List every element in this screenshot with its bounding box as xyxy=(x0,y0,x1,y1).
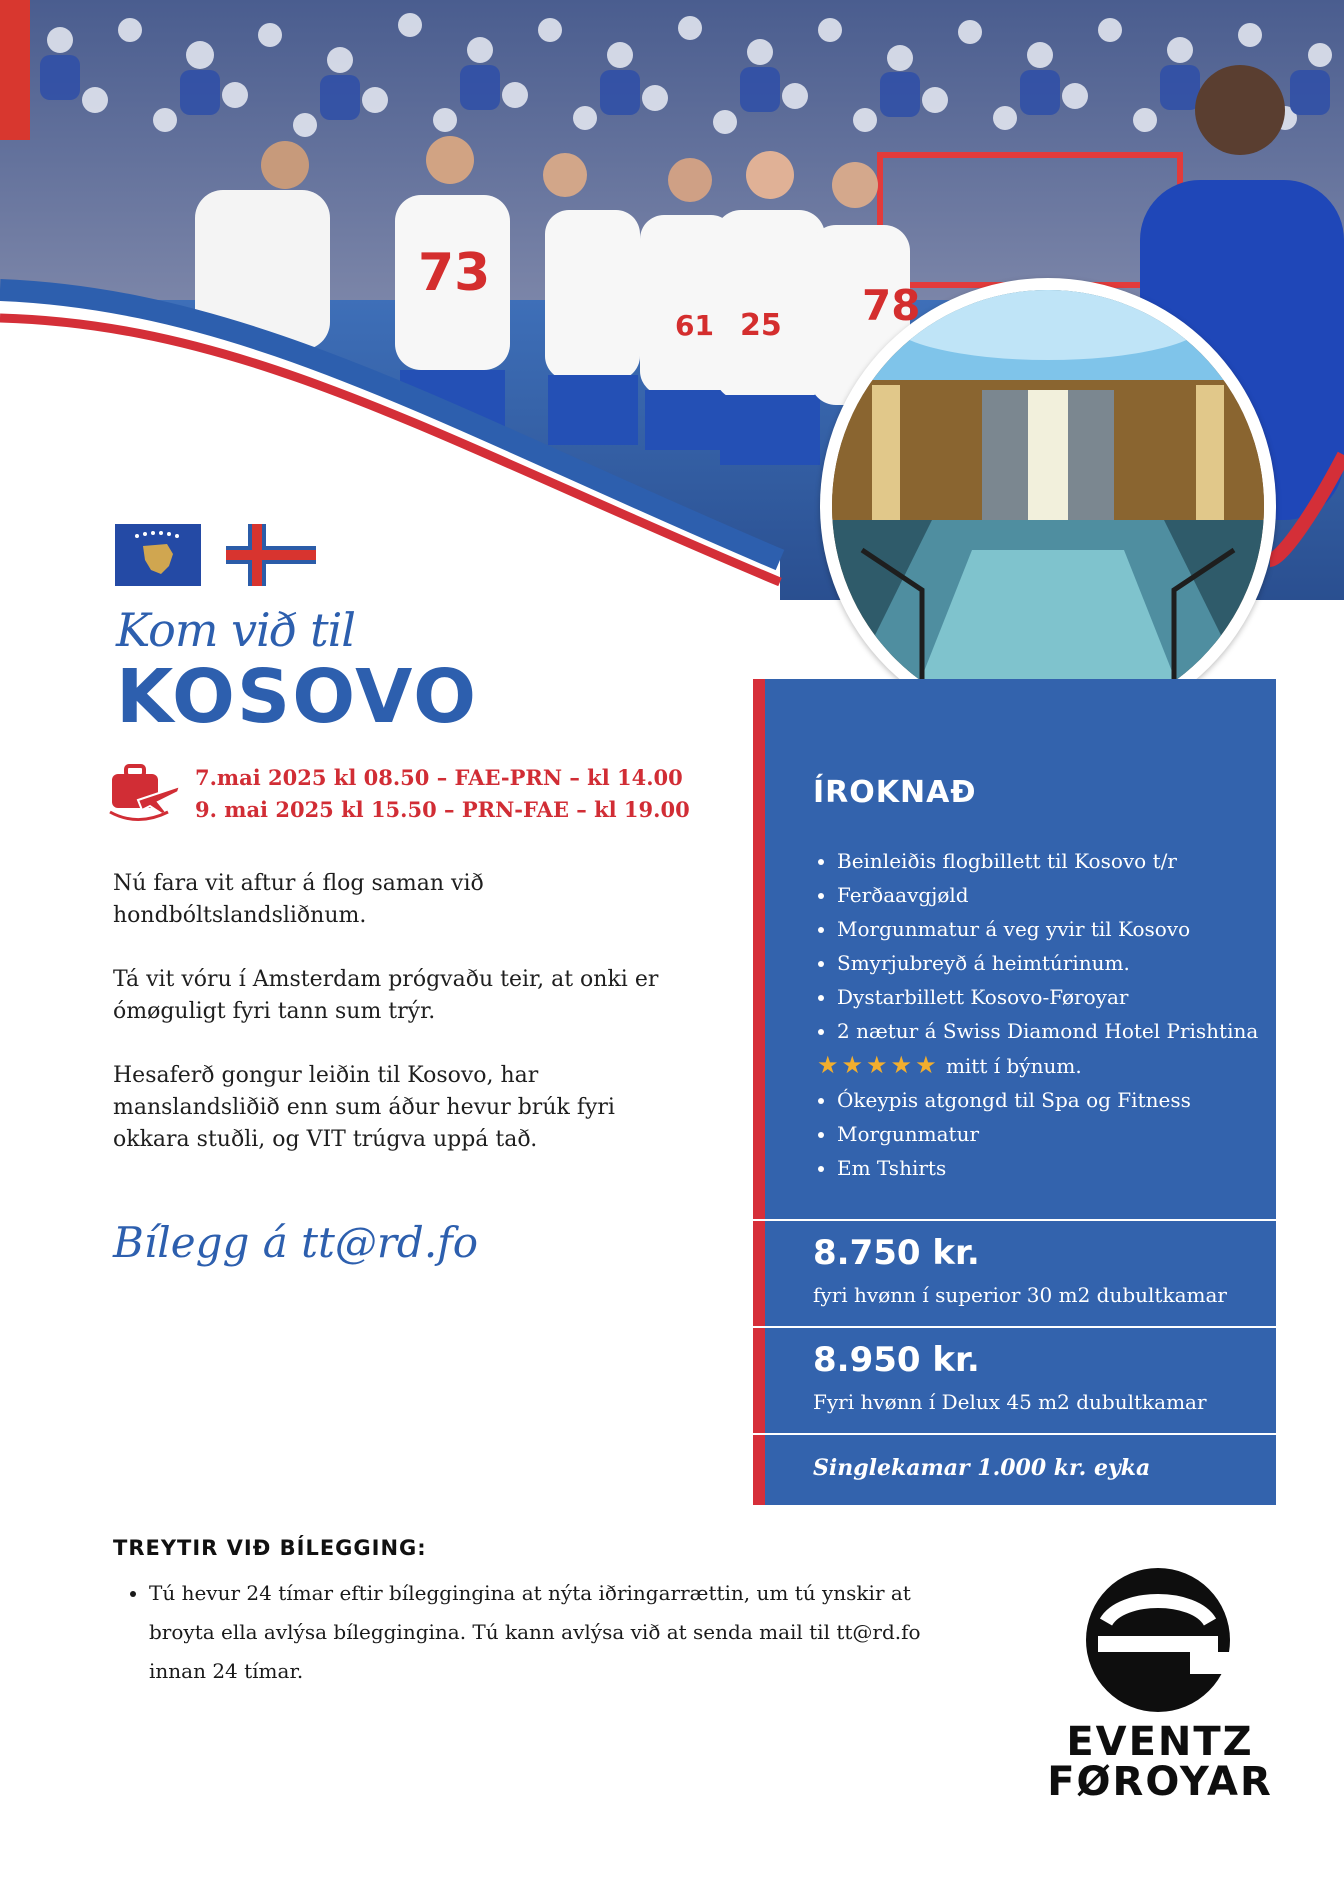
kosovo-flag-icon xyxy=(115,524,201,586)
price-amount: 8.750 kr. xyxy=(813,1233,980,1273)
package-panel xyxy=(753,679,1276,1505)
headline-kicker: Kom við til xyxy=(116,603,355,657)
list-item: • Smyrjubreyð á heimtúrinum. xyxy=(837,946,1258,980)
terms-title: TREYTIR VIÐ BÍLEGGING: xyxy=(113,1536,427,1560)
intro-text xyxy=(113,868,673,1188)
list-item: • Ferðaavgjøld xyxy=(837,878,1258,912)
hotel-spa-photo xyxy=(820,278,1276,734)
price-delux xyxy=(753,1328,1276,1435)
price-amount: 8.950 kr. xyxy=(813,1340,980,1380)
paragraph: Hesaferð gongur leiðin til Kosovo, har manslandsliðið enn sum áður hevur brúk fyri okkara stuðli, og VIT trúgva uppá tað. xyxy=(113,1063,615,1152)
paragraph: Tá vit vóru í Amsterdam prógvaðu teir, at onki er ómøguligt fyri tann sum trýr. xyxy=(113,967,659,1024)
svg-text:78: 78 xyxy=(862,281,921,330)
list-item: • 2 nætur á Swiss Diamond Hotel Prishtina xyxy=(837,1014,1258,1048)
price-description: Fyri hvønn í Delux 45 m2 dubultkamar xyxy=(813,1390,1207,1414)
headline-destination: KOSOVO xyxy=(116,654,479,740)
paragraph: Nú fara vit aftur á flog saman við hondbóltslandsliðnum. xyxy=(113,871,484,928)
spa-pool-image xyxy=(832,290,1264,722)
included-list xyxy=(813,844,1258,1185)
logo-line-1: EVENTZ xyxy=(1066,1719,1254,1765)
single-room-surcharge xyxy=(753,1435,1276,1505)
single-room-text: Singlekamar 1.000 kr. eyka xyxy=(813,1455,1151,1481)
logo-line-2: FØROYAR xyxy=(1047,1759,1273,1805)
list-item: • Em Tshirts xyxy=(837,1151,1258,1185)
flight-outbound: 7.mai 2025 kl 08.50 – FAE-PRN – kl 14.00 xyxy=(195,765,683,790)
flight-times xyxy=(195,762,690,826)
list-item xyxy=(817,1048,1258,1083)
stars-suffix: mitt í býnum. xyxy=(945,1054,1082,1078)
included-section xyxy=(753,679,1276,1221)
list-item: • Beinleiðis flogbillett til Kosovo t/r xyxy=(837,844,1258,878)
booking-email-link[interactable]: Bílegg á tt@rd.fo xyxy=(113,1218,478,1267)
svg-text:61: 61 xyxy=(675,309,714,342)
list-item: • Morgunmatur xyxy=(837,1117,1258,1151)
eventz-foroyar-logo xyxy=(1010,1560,1310,1810)
svg-text:73: 73 xyxy=(418,243,491,303)
terms-list xyxy=(113,1574,939,1691)
list-item: • Dystarbillett Kosovo-Føroyar xyxy=(837,980,1258,1014)
included-title: ÍROKNAÐ xyxy=(813,775,977,810)
price-description: fyri hvønn í superior 30 m2 dubultkamar xyxy=(813,1283,1227,1307)
flight-return: 9. mai 2025 kl 15.50 – PRN-FAE – kl 19.00 xyxy=(195,797,690,822)
price-superior xyxy=(753,1221,1276,1328)
svg-text:25: 25 xyxy=(740,308,782,343)
list-item: • Ókeypis atgongd til Spa og Fitness xyxy=(837,1083,1258,1117)
list-item: • Tú hevur 24 tímar eftir bíleggingina at nýta iðringarrættin, um tú ynskir at broyta ella avlýsa bíleggingina. Tú kann avlýsa við at senda mail til tt@rd.fo innan 24 tímar. xyxy=(149,1574,939,1691)
luggage-plane-icon xyxy=(108,760,182,826)
star-rating-icon: ★★★★★ xyxy=(817,1051,940,1079)
list-item: • Morgunmatur á veg yvir til Kosovo xyxy=(837,912,1258,946)
eventz-logo-mark-icon xyxy=(1010,1560,1310,1720)
faroe-islands-flag-icon xyxy=(226,524,316,586)
